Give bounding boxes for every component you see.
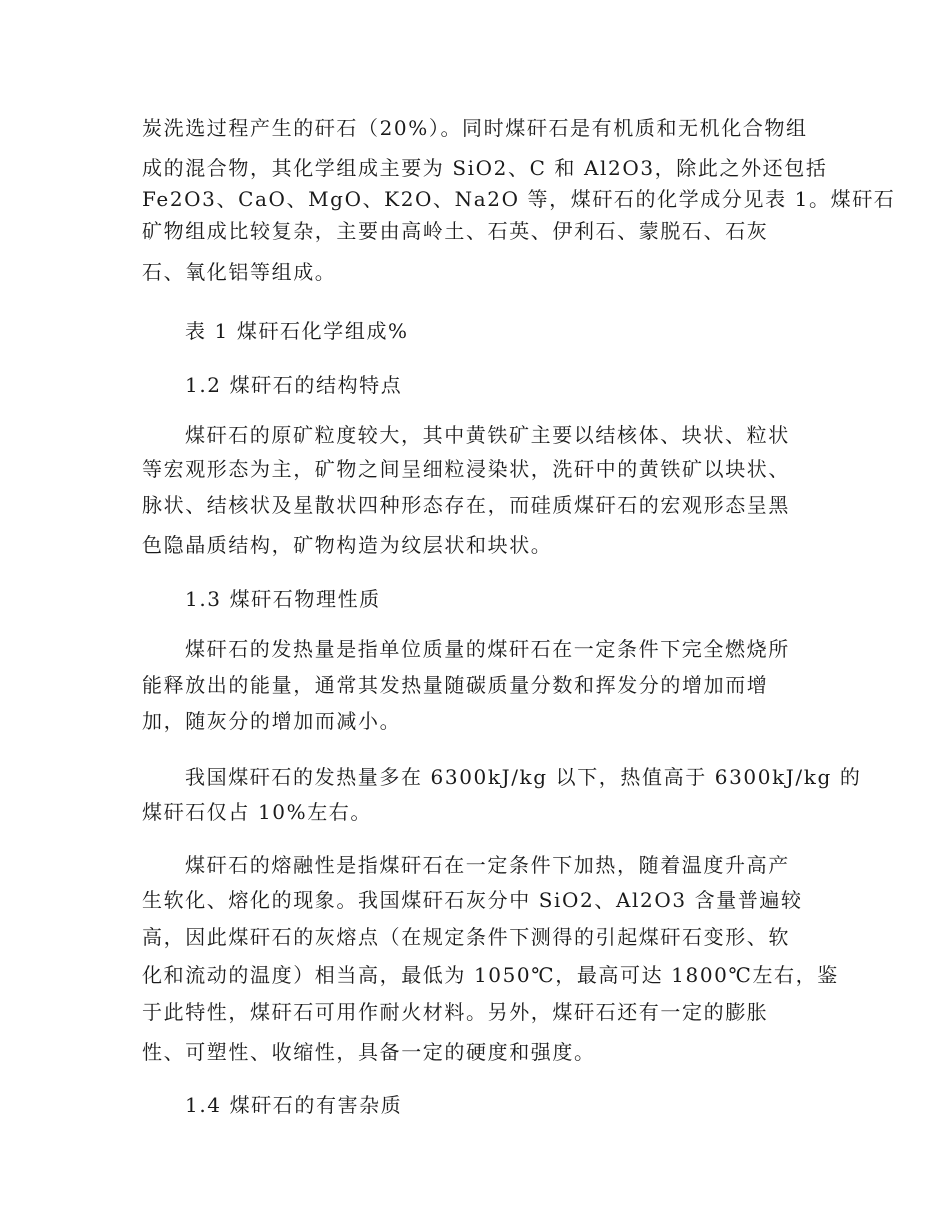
section-heading: 1.2 煤矸石的结构特点: [185, 373, 403, 397]
paragraph-line: 高，因此煤矸石的灰熔点（在规定条件下测得的引起煤矸石变形、软: [142, 925, 790, 949]
paragraph-line: 脉状、结核状及星散状四种形态存在，而硅质煤矸石的宏观形态呈黑: [142, 493, 790, 517]
paragraph-line: 色隐晶质结构，矿物构造为纹层状和块状。: [142, 533, 553, 557]
paragraph-line: 生软化、熔化的现象。我国煤矸石灰分中 SiO2、Al2O3 含量普遍较: [142, 888, 803, 912]
paragraph-line: Fe2O3、CaO、MgO、K2O、Na2O 等，煤矸石的化学成分见表 1。煤矸石: [142, 187, 896, 211]
paragraph-line: 性、可塑性、收缩性，具备一定的硬度和强度。: [142, 1040, 596, 1064]
paragraph-line: 矿物组成比较复杂，主要由高岭土、石英、伊利石、蒙脱石、石灰: [142, 219, 769, 243]
paragraph-line: 煤矸石的发热量是指单位质量的煤矸石在一定条件下完全燃烧所: [185, 637, 790, 661]
paragraph-line: 炭洗选过程产生的矸石（20%）。同时煤矸石是有机质和无机化合物组: [142, 116, 808, 140]
paragraph-line: 石、氧化铝等组成。: [142, 260, 337, 284]
section-heading: 1.3 煤矸石物理性质: [185, 587, 381, 611]
paragraph-line: 煤矸石的原矿粒度较大，其中黄铁矿主要以结核体、块状、粒状: [185, 423, 790, 447]
section-heading: 1.4 煤矸石的有害杂质: [185, 1093, 403, 1117]
paragraph-line: 于此特性，煤矸石可用作耐火材料。另外，煤矸石还有一定的膨胀: [142, 1000, 769, 1024]
paragraph-line: 煤矸石仅占 10%左右。: [142, 800, 373, 824]
paragraph-line: 化和流动的温度）相当高，最低为 1050℃，最高可达 1800℃左右，鉴: [142, 963, 839, 987]
paragraph-line: 我国煤矸石的发热量多在 6300kJ/kg 以下，热值高于 6300kJ/kg 的: [185, 765, 862, 789]
paragraph-line: 煤矸石的熔融性是指煤矸石在一定条件下加热，随着温度升高产: [185, 853, 790, 877]
paragraph-line: 成的混合物，其化学组成主要为 SiO2、C 和 Al2O3，除此之外还包括: [142, 156, 828, 180]
table-caption: 表 1 煤矸石化学组成%: [185, 319, 409, 343]
paragraph-line: 等宏观形态为主，矿物之间呈细粒浸染状，洗矸中的黄铁矿以块状、: [142, 457, 790, 481]
paragraph-line: 加，随灰分的增加而减小。: [142, 709, 402, 733]
paragraph-line: 能释放出的能量，通常其发热量随碳质量分数和挥发分的增加而增: [142, 673, 769, 697]
